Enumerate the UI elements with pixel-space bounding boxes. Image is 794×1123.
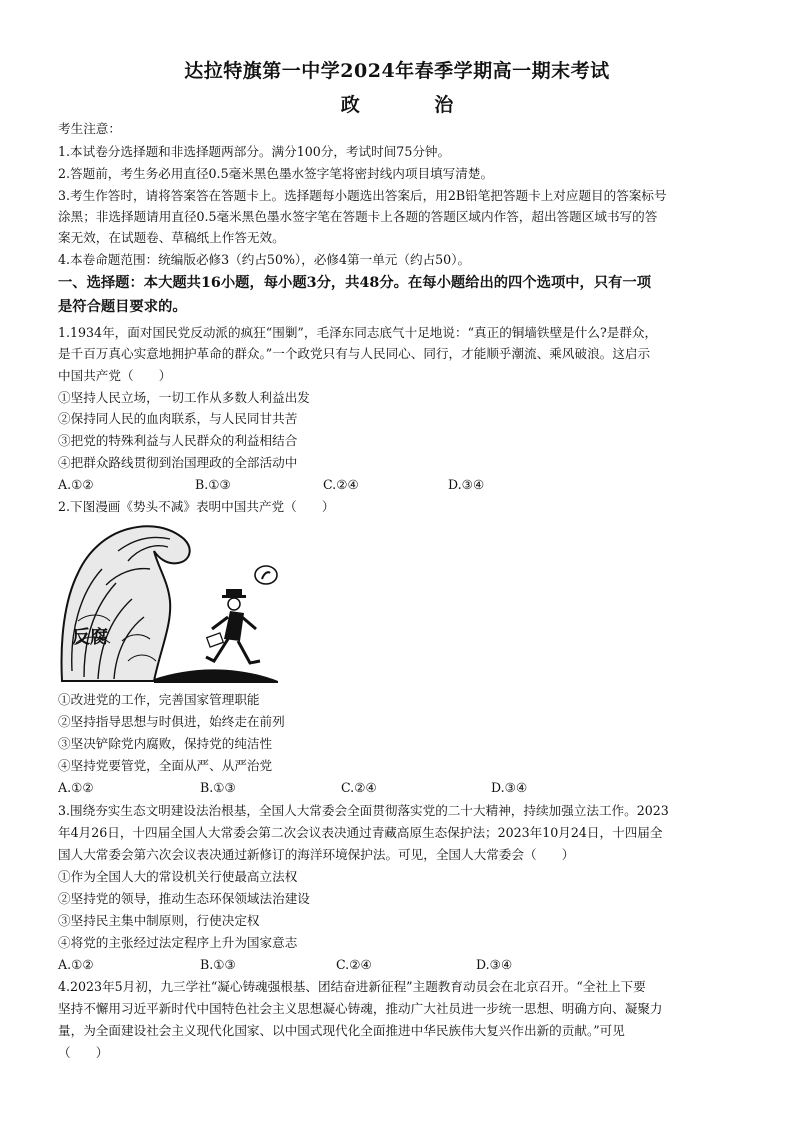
question-1-item: ②保持同人民的血肉联系，与人民同甘共苦 [58, 411, 298, 426]
notice-item: 4.本卷命题范围：统编版必修3（约占50%），必修4第一单元（约占50）。 [58, 252, 471, 267]
option-b[interactable]: B.①③ [200, 957, 236, 972]
question-2-item: ④坚持党要管党，全面从严、从严治党 [58, 758, 273, 773]
question-3-item: ④将党的主张经过法定程序上升为国家意志 [58, 935, 298, 950]
notice-item: 涂黑；非选择题请用直径0.5毫米黑色墨水签字笔在答题卡上各题的答题区域内作答，超出答题区域书写的答 [58, 209, 658, 224]
top-hat-icon [226, 589, 242, 596]
question-3-item: ③坚持民主集中制原则，行使决定权 [58, 913, 260, 928]
question-2-item: ③坚决铲除党内腐败，保持党的纯洁性 [58, 736, 273, 751]
exam-title: 达拉特旗第一中学2024年春季学期高一期末考试 [184, 60, 610, 82]
question-4-stem: 坚持不懈用习近平新时代中国特色社会主义思想凝心铸魂，推动广大社员进一步统一思想、明确方向、凝聚力 [58, 1001, 663, 1016]
cartoon-label: 反腐 [72, 627, 108, 648]
option-c[interactable]: C.②④ [341, 780, 377, 795]
option-b[interactable]: B.①③ [195, 477, 231, 492]
speech-bubble-icon [255, 566, 277, 584]
question-2-item: ①改进党的工作，完善国家管理职能 [58, 692, 260, 707]
figure-head [228, 598, 240, 610]
question-3-stem: 3.围绕夯实生态文明建设法治根基，全国人大常委会全面贯彻落实党的二十大精神，持续加强立法工作。2023 [58, 803, 669, 818]
question-2-stem: 2.下图漫画《势头不减》表明中国共产党（ ） [58, 499, 335, 514]
question-1-item: ①坚持人民立场，一切工作从多数人利益出发 [58, 390, 310, 405]
question-3-item: ①作为全国人大的常设机关行使最高立法权 [58, 869, 298, 884]
question-2-item: ②坚持指导思想与时俱进，始终走在前列 [58, 714, 285, 729]
question-4-stem: 4.2023年5月初，九三学社“凝心铸魂强根基、团结奋进新征程”主题教育动员会在北京召开。“全社上下要 [58, 979, 646, 994]
question-2-options [58, 780, 738, 796]
notice-item: 3.考生作答时，请将答案答在答题卡上。选择题每小题选出答案后，用2B铅笔把答题卡上对应题目的答案标号 [58, 188, 667, 203]
question-1-item: ④把群众路线贯彻到治国理政的全部活动中 [58, 455, 298, 470]
option-c[interactable]: C.②④ [336, 957, 372, 972]
notice-item: 2.答题前，考生务必用直径0.5毫米黑色墨水签字笔将密封线内项目填写清楚。 [58, 166, 494, 181]
question-1-options [58, 477, 738, 493]
option-d[interactable]: D.③④ [491, 780, 528, 795]
question-3-stem: 年4月26日，十四届全国人大常委会第二次会议表决通过青藏高原生态保护法；2023年10月24日，十四届全 [58, 825, 663, 840]
notice-item: 案无效，在试题卷、草稿纸上作答无效。 [58, 230, 285, 245]
exam-subject: 政 治 [340, 94, 488, 116]
notice-heading: 考生注意： [58, 121, 121, 136]
option-d[interactable]: D.③④ [476, 957, 513, 972]
section-heading: 是符合题目要求的。 [58, 299, 187, 315]
notice-item: 1.本试卷分选择题和非选择题两部分。满分100分，考试时间75分钟。 [58, 144, 451, 159]
question-1-stem: 1.1934年，面对国民党反动派的疯狂“围剿”，毛泽东同志底气十足地说：“真正的铜墙铁壁是什么?是群众， [58, 325, 658, 340]
ground-shape [154, 669, 278, 683]
question-3-stem: 国人大常委会第六次会议表决通过新修订的海洋环境保护法。可见，全国人大常委会（ ） [58, 847, 575, 862]
question-3-item: ②坚持党的领导，推动生态环保领域法治建设 [58, 891, 310, 906]
cartoon-image [58, 521, 280, 683]
option-a[interactable]: A.①② [58, 957, 94, 972]
option-d[interactable]: D.③④ [448, 477, 485, 492]
question-4-stem: （ ） [58, 1045, 109, 1060]
question-1-item: ③把党的特殊利益与人民群众的利益相结合 [58, 433, 298, 448]
section-heading: 一、选择题：本大题共16小题，每小题3分，共48分。在每小题给出的四个选项中，只有一项 [58, 275, 652, 291]
question-4-stem: 量，为全面建设社会主义现代化国家、以中国式现代化全面推进中华民族伟大复兴作出新的贡献。”可见 [58, 1023, 625, 1038]
option-a[interactable]: A.①② [58, 780, 94, 795]
option-a[interactable]: A.①② [58, 477, 94, 492]
option-b[interactable]: B.①③ [200, 780, 236, 795]
question-1-stem: 中国共产党（ ） [58, 368, 172, 383]
option-c[interactable]: C.②④ [323, 477, 359, 492]
question-1-stem: 是千百万真心实意地拥护革命的群众。”一个政党只有与人民同心、同行，才能顺乎潮流、乘风破浪。这启示 [58, 346, 651, 361]
figure-body [224, 611, 244, 641]
money-bag-icon [207, 633, 224, 647]
question-3-options [58, 957, 738, 973]
